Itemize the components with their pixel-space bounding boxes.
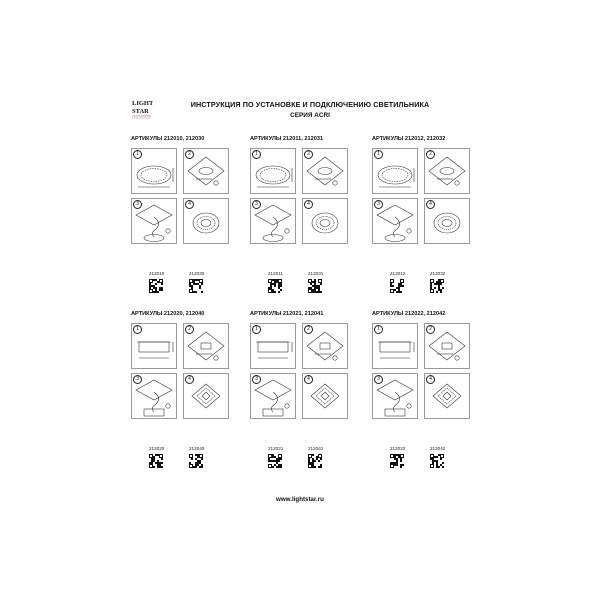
step-diagram	[250, 373, 296, 419]
qr-code-icon[interactable]	[189, 454, 203, 468]
qr-code-icon[interactable]	[189, 279, 203, 293]
svg-text:STAR: STAR	[132, 108, 149, 115]
step-number: 4	[304, 200, 313, 209]
article-code: 212010	[149, 271, 165, 276]
instruction-panel	[372, 311, 482, 471]
step-diagram	[302, 148, 348, 194]
article-code: 212012	[390, 271, 406, 276]
article-code: 212040	[189, 446, 205, 451]
step-diagram	[131, 148, 177, 194]
article-code: 212042	[430, 446, 446, 451]
step-number: 1	[252, 150, 261, 159]
step-number: 1	[133, 150, 142, 159]
qr-code-icon[interactable]	[268, 279, 282, 293]
step-number: 3	[374, 375, 383, 384]
step-number: 4	[304, 375, 313, 384]
step-diagram	[183, 198, 229, 244]
step-number: 3	[252, 200, 261, 209]
step-diagram	[183, 373, 229, 419]
footer-url[interactable]: www.lightstar.ru	[276, 496, 324, 503]
step-number: 3	[133, 200, 142, 209]
step-number: 2	[185, 325, 194, 334]
step-number: 4	[185, 200, 194, 209]
step-number: 4	[426, 375, 435, 384]
step-number: 3	[374, 200, 383, 209]
instruction-panel	[131, 311, 241, 471]
instruction-panel	[250, 311, 360, 471]
qr-code-icon[interactable]	[430, 454, 444, 468]
step-diagram	[183, 323, 229, 369]
panel-articles-title: АРТИКУЛЫ 212012, 212032	[372, 136, 446, 142]
article-code: 212041	[308, 446, 324, 451]
step-number: 4	[185, 375, 194, 384]
step-number: 2	[426, 150, 435, 159]
qr-code-icon[interactable]	[149, 454, 163, 468]
qr-code-icon[interactable]	[149, 279, 163, 293]
panel-articles-title: АРТИКУЛЫ 212022, 212042	[372, 311, 446, 317]
step-diagram	[372, 148, 418, 194]
qr-code-icon[interactable]	[308, 454, 322, 468]
step-diagram	[131, 323, 177, 369]
panel-articles-title: АРТИКУЛЫ 212010, 212030	[131, 136, 205, 142]
panel-articles-title: АРТИКУЛЫ 212011, 212031	[250, 136, 324, 142]
step-diagram	[424, 323, 470, 369]
step-diagram	[424, 373, 470, 419]
step-number: 2	[185, 150, 194, 159]
qr-code-icon[interactable]	[268, 454, 282, 468]
instruction-panel	[250, 136, 360, 296]
article-code: 212031	[308, 271, 324, 276]
step-number: 1	[374, 325, 383, 334]
instruction-panel	[372, 136, 482, 296]
step-number: 4	[426, 200, 435, 209]
article-code: 212011	[268, 271, 283, 276]
article-code: 212021	[268, 446, 284, 451]
step-number: 1	[374, 150, 383, 159]
step-diagram	[372, 198, 418, 244]
panel-articles-title: АРТИКУЛЫ 212020, 212040	[131, 311, 205, 317]
step-number: 1	[252, 325, 261, 334]
article-code: 212022	[390, 446, 406, 451]
step-diagram	[302, 323, 348, 369]
qr-code-icon[interactable]	[390, 279, 404, 293]
svg-text:LIGHT: LIGHT	[132, 100, 153, 107]
page-subtitle: СЕРИЯ ACRI	[290, 112, 330, 119]
step-number: 3	[252, 375, 261, 384]
step-number: 2	[426, 325, 435, 334]
article-code: 212020	[149, 446, 165, 451]
step-diagram	[183, 148, 229, 194]
step-number: 2	[304, 325, 313, 334]
page-title: ИНСТРУКЦИЯ ПО УСТАНОВКЕ И ПОДКЛЮЧЕНИЮ СВЕТИЛЬНИКА	[190, 100, 430, 109]
panel-articles-title: АРТИКУЛЫ 212021, 212041	[250, 311, 324, 317]
step-number: 1	[133, 325, 142, 334]
step-diagram	[372, 323, 418, 369]
step-number: 3	[133, 375, 142, 384]
qr-code-icon[interactable]	[430, 279, 444, 293]
qr-code-icon[interactable]	[390, 454, 404, 468]
article-code: 212032	[430, 271, 446, 276]
instruction-panel	[131, 136, 241, 296]
article-code: 212030	[189, 271, 205, 276]
step-diagram	[250, 148, 296, 194]
step-diagram	[372, 373, 418, 419]
brand-logo	[131, 98, 153, 122]
step-diagram	[131, 198, 177, 244]
step-diagram	[424, 148, 470, 194]
step-diagram	[131, 373, 177, 419]
step-diagram	[250, 198, 296, 244]
step-number: 2	[304, 150, 313, 159]
step-diagram	[250, 323, 296, 369]
step-diagram	[302, 373, 348, 419]
step-diagram	[424, 198, 470, 244]
qr-code-icon[interactable]	[308, 279, 322, 293]
step-diagram	[302, 198, 348, 244]
